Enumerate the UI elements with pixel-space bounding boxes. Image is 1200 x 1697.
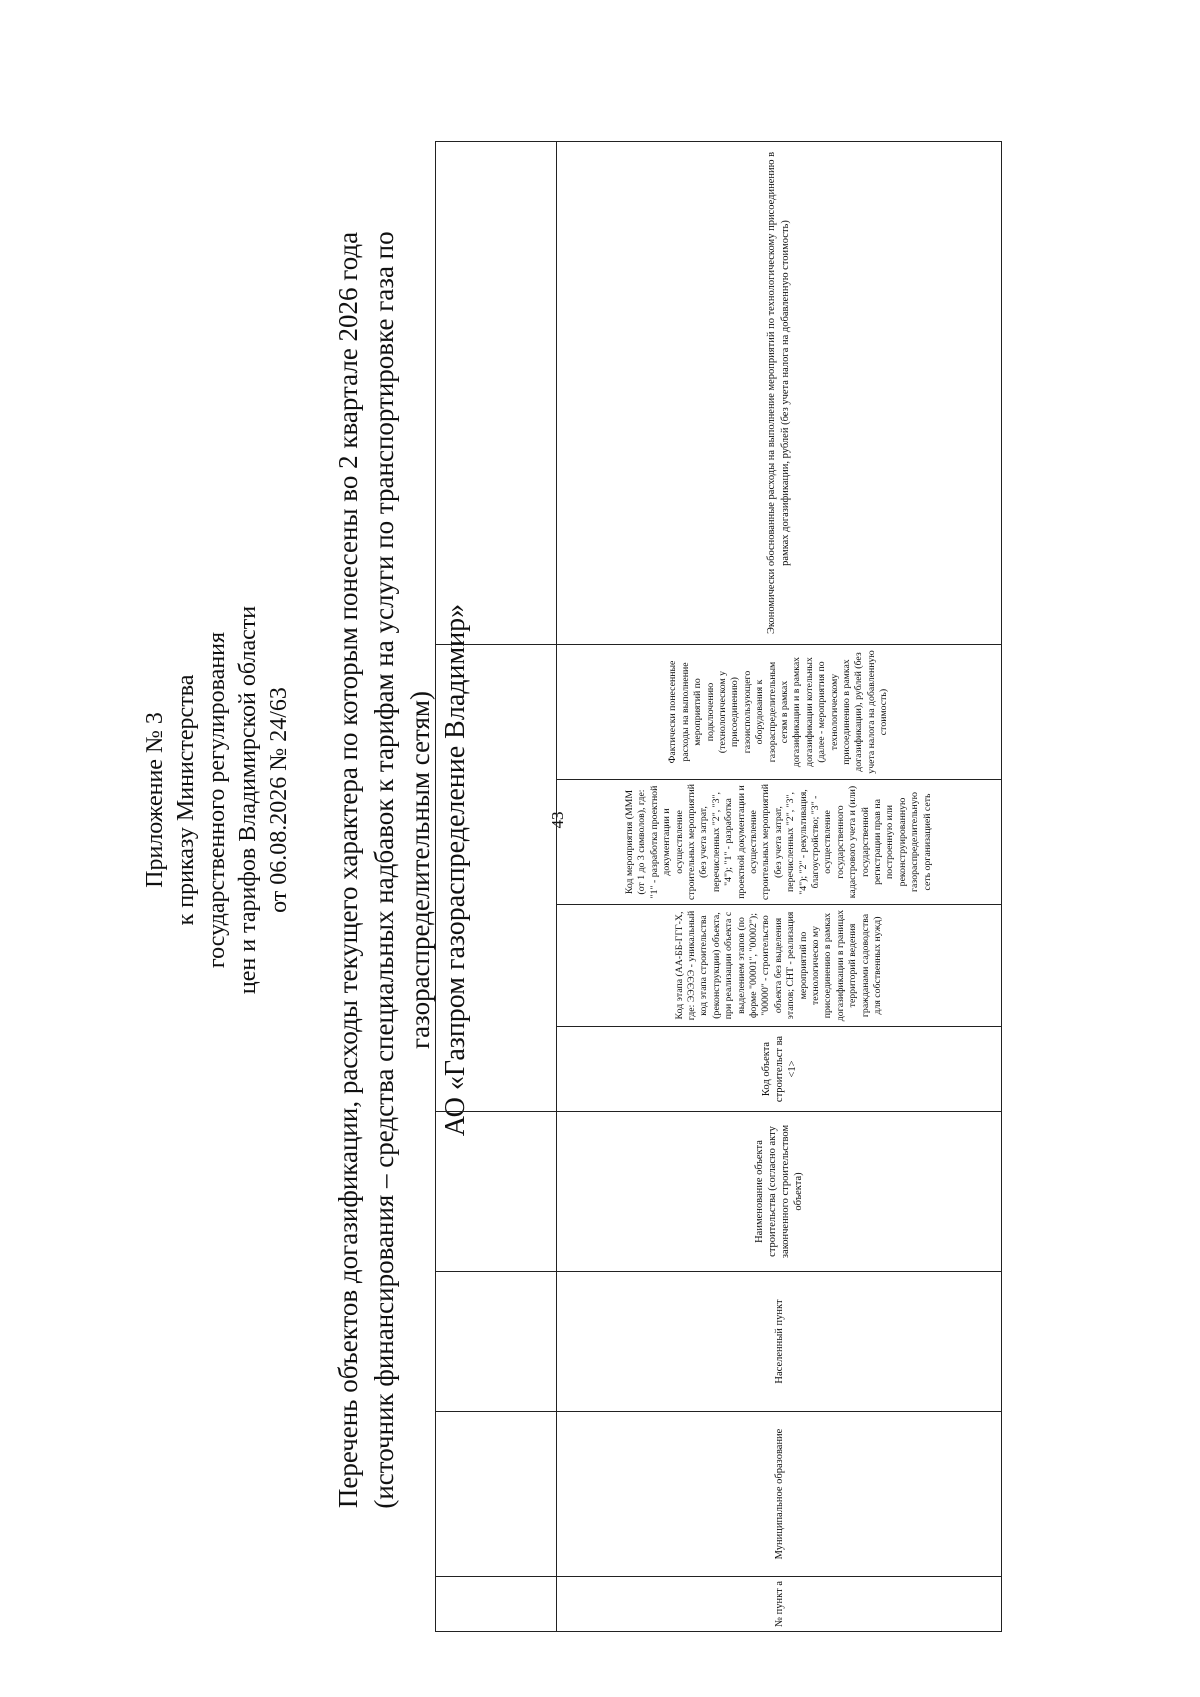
table-cell [436,142,557,645]
title-line: газораспределительным сетям) [405,691,435,1049]
header-settlement [557,1272,1002,1412]
title-line: Перечень объектов догазификации, расходы текущего характера по которым понесены во 2 квартале 2026 года [333,231,363,1509]
header-object-code [557,1027,1002,1112]
appendix-line: цен и тарифов Владимирской области [235,605,261,995]
header-stage-code [557,905,1002,1027]
table-cell [436,1272,557,1412]
header-municipality-text: Муниципальное образование [773,1428,785,1560]
organization-name: АО «Газпром газораспределение Владимир» [440,603,471,1137]
header-object-name-text: Наименование объекта строительства (согласно акту законченного строительством объекта) [754,1124,804,1259]
table-cell [436,1412,557,1577]
appendix-line: Приложение № 3 [142,712,168,888]
header-event-code [557,780,1002,905]
header-object-code-text: Код объекта строительст ва <1> [760,1035,798,1103]
appendix-line: государственного регулирования [204,631,230,969]
header-actual-costs [557,645,1002,780]
table-top-row [436,142,557,1632]
header-num-text: № пункт а [773,1581,785,1627]
header-justified-costs-text: Экономически обоснованные расходы на выполнение мероприятий по технологическому присоединению в рамках догазификации, рублей (без учета налога на добавленную стоимость) [766,151,791,635]
appendix-line: к приказу Министерства [173,674,199,926]
header-stage-code-text: Код этапа (АА-ББ-ГГГ-Х, где: ЭЭЭЭЭ - уникальный код этапа строительства (реконструкции) объекта, при реализации объекта с выделением этапов (по форме "00001", "00002"); "00000" - строительство объекта без выделения этапов; СНТ - реализация мероприятий по технологическо му присоединению в рамках догазификации в границах территорий ведения гражданами садоводства для собственных нужд) [673,909,884,1022]
header-object-name [557,1112,1002,1272]
objects-table [435,141,1002,1632]
page-mark: 43 [548,811,567,829]
table-header-row [557,142,1002,1632]
rotated-sheet [0,90,1040,1650]
header-num [557,1577,1002,1632]
table-cell [436,645,557,1112]
appendix-block [140,350,295,1250]
table-cell [436,1112,557,1272]
header-settlement-text: Населенный пункт [773,1299,785,1384]
table-cell [436,1577,557,1632]
appendix-line: от 06.08.2026 № 24/63 [266,687,292,913]
header-municipality [557,1412,1002,1577]
header-justified-costs [557,142,1002,645]
title-line: (источник финансирования – средства специальных надбавок к тарифам на услуги по транспортировке газа по [369,231,399,1509]
header-actual-costs-text: Фактически понесенные расходы на выполнение мероприятий по подключению (технологическом у присоединению) газоиспользующего оборудования к газораспределительным сетям в рамках догазификации и в рамках догазификации котельных (далее - мероприятия по технологическому присоединению в рамках догазификации), рублей (без учета налога на добавленную стоимость) [667,650,890,774]
header-event-code-text: Код мероприятия (МММ (от 1 до 3 символов), где: "1" - разработка проектной документации и осуществление строительных мероприятий (без учета затрат, перечисленных "2", "3", "4"); "1" - разработка проектной документации и осуществление строительных мероприятий (без учета затрат, перечисленных "2", "3", "4"); "2" - рекультивация, благоустройство; "3" - осуществление государственного кадастрового учета и (или) государственной регистрации прав на построенную или реконструированную газораспределительную сеть организацией сеть [623,784,933,900]
